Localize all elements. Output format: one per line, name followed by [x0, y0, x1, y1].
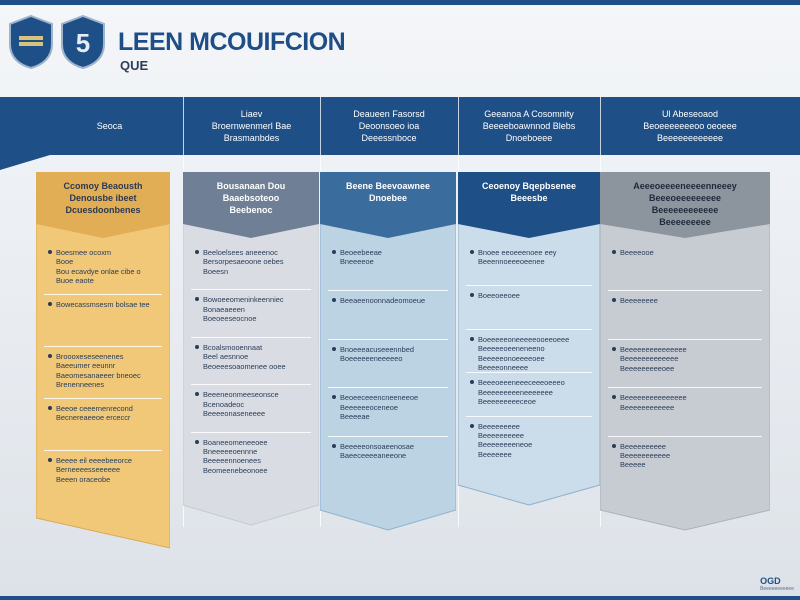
list-item-line: Bneeeeoe	[340, 257, 374, 267]
list-item	[340, 296, 450, 305]
list-item-line: Beeeeeeeeeeeeeee	[620, 393, 687, 403]
item-divider	[328, 339, 448, 340]
list-item-line: Bersorpesaeoone oebes	[203, 257, 284, 267]
column-title-line: Beeeeeeeee	[659, 217, 711, 227]
list-item-line: Beoeebeeae	[340, 248, 382, 257]
column-header-line: Dnoeboeee	[505, 133, 553, 143]
list-item	[203, 343, 313, 371]
bullet-icon	[612, 444, 616, 448]
list-item-line: Bneeeeeoennne	[203, 447, 258, 456]
list-item-line: Beeeeeeeeeee	[620, 451, 671, 460]
column-title-line: Ccomoy Beaousth	[63, 181, 143, 191]
list-item-line: Beeloelsees aneeenoc	[203, 248, 278, 257]
bullet-icon	[612, 347, 616, 351]
column-header-line: Geeanoa A Cosomnity	[484, 109, 574, 119]
list-item-line: Boeeeeeoneeeeeooeeoeee	[478, 334, 570, 344]
list-item	[203, 295, 313, 323]
column-title-line: Dnoebee	[368, 193, 407, 203]
list-item-line: Beeeeeoeeneneeno	[478, 344, 545, 354]
bullet-icon	[48, 354, 52, 358]
list-item-line: Beeeeeee	[478, 449, 512, 459]
list-item-line: Broooxeseseenenes	[56, 352, 124, 361]
list-item	[620, 442, 764, 470]
column-header-1	[36, 97, 183, 155]
item-divider	[466, 372, 592, 373]
list-item-line: Boesmee ocoxm	[56, 248, 112, 257]
list-item-line: Beeeneonmeeseonsce	[203, 390, 279, 400]
list-item-line: Bowecassmsesm bolsae tee	[56, 300, 150, 309]
column-4	[458, 172, 600, 515]
list-item-line: Boaneeomeneeoee	[203, 437, 268, 447]
list-item	[620, 393, 764, 412]
item-divider	[191, 384, 311, 385]
footer-logo	[760, 576, 794, 592]
column-header-5	[600, 97, 780, 155]
column-header-line: Beoeeeeeeeoo oeoeee	[643, 121, 737, 131]
list-item	[203, 390, 313, 418]
list-item-line: Bnoee eeoeeenoee eey	[478, 248, 557, 257]
bullet-icon	[612, 250, 616, 254]
list-item-line: Bnoeeeacuseeennbed	[340, 344, 414, 354]
column-title	[600, 180, 770, 228]
bullet-icon	[195, 345, 199, 349]
list-item-line: Beeeeeeeeee	[478, 431, 525, 440]
column-title-line: Bousanaan Dou	[216, 181, 286, 191]
list-item-line: Bonaeaeeen	[203, 304, 245, 314]
column-title	[320, 180, 456, 204]
item-divider	[608, 387, 762, 388]
item-divider	[466, 329, 592, 330]
column-title-line: Baaebsoteoo	[222, 193, 280, 203]
column-header-line: Beeeeboawnnod Blebs	[482, 121, 576, 131]
item-divider	[44, 346, 162, 347]
list-item-line: Boeesn	[203, 266, 229, 276]
list-item	[340, 442, 450, 461]
list-item	[620, 345, 764, 373]
column-header-2	[183, 97, 320, 155]
column-header-line: Deeessnboce	[361, 133, 417, 143]
list-item-line: Boeeoeeoee	[478, 291, 520, 301]
list-item-line: Bowoeeomeninkeenniec	[203, 295, 284, 305]
bullet-icon	[48, 458, 52, 462]
list-item-line: Becnereaeeoe erceccr	[56, 413, 131, 423]
item-divider	[328, 387, 448, 388]
item-divider	[608, 339, 762, 340]
list-item-line: Beoeeesoaomenee ooee	[203, 361, 286, 371]
list-item	[620, 248, 764, 257]
column-header-3	[320, 97, 458, 155]
list-item-line: Beeeeae	[340, 412, 370, 421]
list-item-line: Beeeeeeeeeeeeeee	[620, 344, 687, 354]
list-item-line: Beeee eil eeeebeeorce	[56, 456, 133, 465]
list-item	[340, 345, 450, 364]
bullet-icon	[470, 250, 474, 254]
shield-number: 5	[75, 28, 91, 58]
item-divider	[191, 289, 311, 290]
item-divider	[191, 337, 311, 338]
column-title-line: Beene Beevoawnee	[345, 181, 431, 191]
column-title-line: Dcuesdoonbenes	[65, 205, 141, 215]
column-title-line: Ceoenoy Bqepbsenee	[481, 181, 577, 191]
list-item	[478, 335, 594, 373]
bullet-icon	[48, 406, 52, 410]
page-title: LEEN MCOUIFCION	[118, 28, 346, 56]
column-header-line: Liaev	[240, 109, 263, 119]
list-item-line: Beeeeeeoceneoe	[340, 402, 398, 412]
list-item	[56, 456, 164, 484]
item-divider	[44, 398, 162, 399]
list-item	[478, 248, 594, 267]
bullet-icon	[470, 424, 474, 428]
bullet-icon	[195, 440, 199, 444]
list-item-line: Boeoeeseocnoe	[203, 314, 257, 324]
list-item-line: Brenenneenes	[56, 380, 105, 390]
column-title-line: Denousbe ibeet	[69, 193, 137, 203]
list-item-line: Beeeeonneeee	[478, 363, 529, 373]
list-item-line: Beeeeeeeeeoee	[620, 363, 675, 373]
list-item	[56, 352, 164, 390]
item-divider	[44, 294, 162, 295]
column-header-line: Broernwenmerl Bae	[211, 121, 292, 131]
list-item-line: Berneeeesseeeeee	[56, 465, 121, 475]
bullet-icon	[332, 347, 336, 351]
list-item-line: Beel aesnnoe	[203, 352, 249, 362]
list-item-line: Buoe eaote	[56, 276, 94, 286]
column-header-line: Deoonsoeo ioa	[358, 121, 420, 131]
list-item-line: Beeennoeeeoeenee	[478, 257, 545, 267]
column-title	[183, 180, 319, 216]
list-item-line: Beeeeeeee	[620, 296, 658, 306]
bottom-accent-bar	[0, 596, 800, 600]
list-item-line: Beomeenebeonoee	[203, 465, 268, 475]
list-item-line: Beeeeeeeeee	[620, 441, 667, 451]
list-item-line: Bcenoadeoc	[203, 399, 245, 409]
footer-logo-text: OGD	[760, 576, 781, 586]
bullet-icon	[195, 250, 199, 254]
column-2	[183, 172, 319, 535]
footer-logo-sub: Beeeeeeeeeee	[760, 586, 794, 592]
column-title-line: Beeeoeeeeeeeee	[648, 193, 722, 203]
column-3	[320, 172, 456, 540]
list-item-line: Beeeeeonsoaeenosae	[340, 441, 414, 451]
list-item-line: Boeeeeeeneeeeeo	[340, 354, 403, 364]
column-header-line: Beeeeeeeeeeee	[656, 133, 724, 143]
list-item-line: Beeeoeeeneeeceeeoeeeo	[478, 378, 565, 388]
column-5	[600, 172, 770, 540]
item-divider	[328, 290, 448, 291]
list-item-line: Beeaeenoonnadeomoeue	[340, 296, 426, 306]
list-item-line: Beeeeeeeeeneeeeeee	[478, 387, 553, 397]
list-item-line: Beeeeeeeeeeeee	[620, 354, 679, 364]
bullet-icon	[470, 337, 474, 341]
list-item-line: Beeeee	[620, 460, 646, 470]
item-divider	[608, 436, 762, 437]
list-item-line: Bou ecavdye onlae cibe o	[56, 266, 141, 276]
column-title-line: Beeesbe	[510, 193, 548, 203]
list-item-line: Beeen oraceobe	[56, 474, 111, 484]
item-divider	[466, 285, 592, 286]
list-item-line: Beeeeeonoeeeeoee	[478, 353, 545, 363]
list-item-line: Baeomesanaeeer bneoec	[56, 370, 141, 380]
list-item	[478, 291, 594, 300]
list-item	[56, 404, 164, 423]
list-item-line: Beeoe ceeernenrecond	[56, 404, 133, 413]
item-divider	[608, 290, 762, 291]
item-divider	[466, 416, 592, 417]
column-header-4	[458, 97, 600, 155]
shield-left-icon	[8, 14, 54, 70]
list-item-line: Beeeeeeeeneoe	[478, 440, 533, 450]
list-item	[56, 248, 164, 286]
list-item-line: Beeeeooe	[620, 248, 654, 257]
top-accent-bar	[0, 0, 800, 5]
page-subtitle: QUE	[120, 58, 149, 73]
list-item-line: Beoeeceeencneeneeoe	[340, 393, 419, 403]
column-title	[36, 180, 170, 216]
column-header-line: Seoca	[96, 121, 123, 131]
bullet-icon	[48, 302, 52, 306]
item-divider	[328, 436, 448, 437]
column-title-line: Beeeeeeeeeeee	[651, 205, 719, 215]
list-item-line: Beeeeonaseneeee	[203, 409, 266, 418]
column-title-line: Aeeeoeeeeneeeenneeey	[633, 181, 737, 191]
list-item-line: Beeeeeeeee	[478, 421, 520, 431]
column-header-line: Ul Abeseoaod	[661, 109, 719, 119]
list-item	[56, 300, 164, 309]
bullet-icon	[48, 250, 52, 254]
bullet-icon	[332, 250, 336, 254]
list-item	[340, 393, 450, 421]
list-item-line: Beeeeeeeeeeee	[620, 402, 675, 412]
item-divider	[191, 432, 311, 433]
list-item-line: Booe	[56, 257, 74, 267]
column-header-line: Brasmanbdes	[223, 133, 280, 143]
list-item-line: Beeeeennoenees	[203, 456, 261, 466]
list-item	[478, 422, 594, 460]
bullet-icon	[332, 444, 336, 448]
column-1	[36, 172, 170, 558]
list-item	[478, 378, 594, 406]
column-title-line: Beebenoc	[229, 205, 273, 215]
list-item-line: Baeeumer eeunnr	[56, 361, 116, 371]
list-item	[203, 438, 313, 476]
column-header-line: Deaueen Fasorsd	[353, 109, 425, 119]
list-item	[620, 296, 764, 305]
column-title	[458, 180, 600, 204]
list-item	[203, 248, 313, 276]
shield-right-icon	[60, 14, 106, 70]
list-item-line: Beeeeeeeeeceoe	[478, 397, 536, 406]
list-item-line: Bcoalsmooennaat	[203, 342, 263, 352]
list-item-line: Baeeceeeeaneeone	[340, 451, 407, 460]
item-divider	[44, 450, 162, 451]
list-item	[340, 248, 450, 267]
